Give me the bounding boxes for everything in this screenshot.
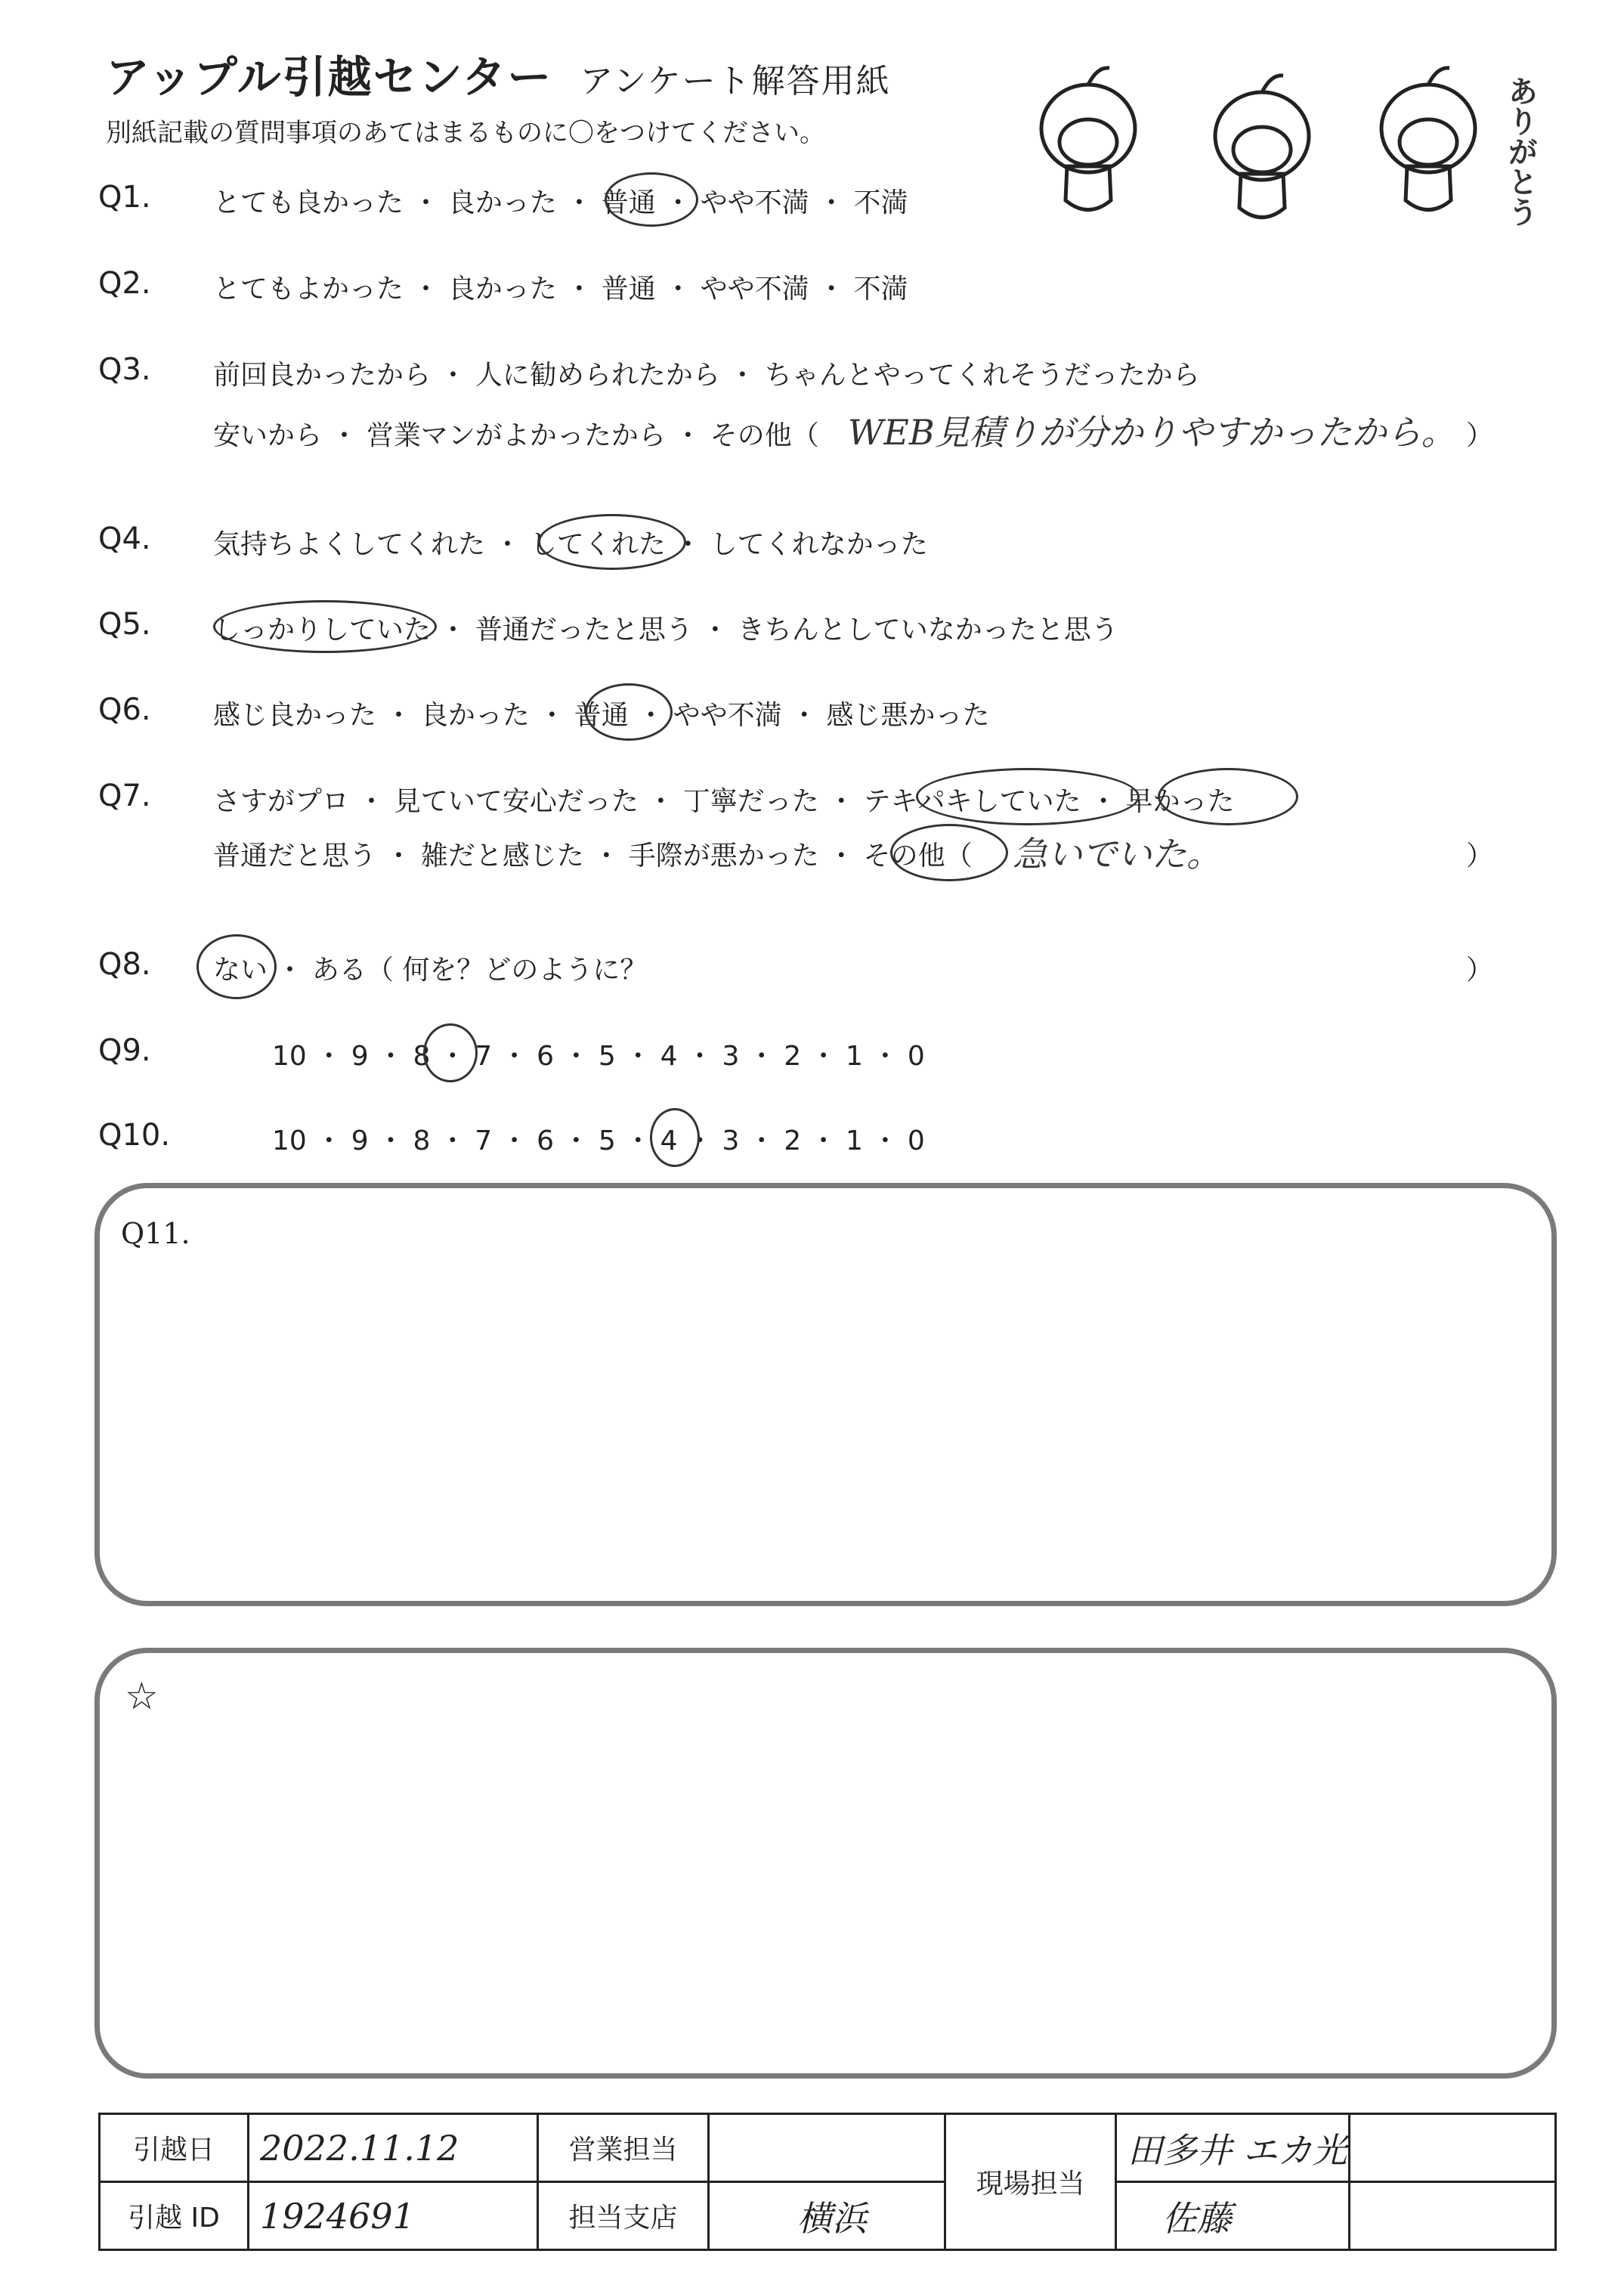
selection-circle	[585, 683, 673, 741]
monkey-icon	[1041, 68, 1135, 210]
site-value-2: 佐藤	[1116, 2182, 1350, 2250]
selection-circle	[650, 1108, 700, 1167]
thanks-text: ありがとう	[1503, 76, 1538, 227]
question-label: Q1.	[98, 180, 151, 215]
question-options: 感じ良かった ・ 良かった ・ 普通 ・ やや不満 ・ 感じ悪かった	[213, 700, 990, 731]
question-options: ない ・ ある（ 何を？どのように？	[213, 955, 648, 986]
question-options: 前回良かったから ・ 人に勧められたから ・ ちゃんとやってくれそうだったから	[213, 360, 1200, 391]
question-options: 気持ちよくしてくれた ・ してくれた ・ してくれなかった	[213, 529, 928, 560]
moving-date-value: 2022.11.12	[249, 2114, 538, 2182]
question-label: Q8.	[98, 947, 151, 982]
moving-id-value: 1924691	[249, 2182, 538, 2250]
branch-value: 横浜	[708, 2182, 945, 2250]
question-options-line2: 安いから ・ 営業マンがよかったから ・ その他（	[213, 420, 819, 451]
question-label: Q9.	[98, 1033, 151, 1068]
score-options: 10 ・ 9 ・ 8 ・ 7 ・ 6 ・ 5 ・ 4 ・ 3 ・ 2 ・ 1 ・ 0	[272, 1125, 925, 1156]
question-options-line2: 普通だと思う ・ 雑だと感じた ・ 手際が悪かった ・ その他（	[213, 841, 973, 871]
moving-date-label: 引越日	[100, 2114, 249, 2182]
question-label: Q5.	[98, 607, 151, 642]
mascot-illustration	[1013, 45, 1542, 242]
instruction-text: 別紙記載の質問事項のあてはまるものに〇をつけてください。	[106, 118, 825, 148]
handwritten-answer: 急いでいた。	[1013, 834, 1221, 875]
handwritten-answer: WEB見積りが分かりやすかったから。	[848, 412, 1456, 453]
page-title: アップル引越センター アンケート解答用紙	[106, 51, 891, 103]
question-label: Q3.	[98, 352, 151, 387]
star-icon: ☆	[125, 1674, 159, 1718]
question-options: さすがプロ ・ 見ていて安心だった ・ 丁寧だった ・ テキパキしていた ・ 早かった	[213, 786, 1235, 817]
monkey-icon	[1215, 76, 1309, 218]
site-label: 現場担当	[945, 2114, 1116, 2250]
selection-circle	[423, 1023, 478, 1082]
selection-circle	[196, 934, 277, 999]
info-table	[98, 2113, 1557, 2251]
selection-circle	[213, 600, 437, 653]
sales-label: 営業担当	[538, 2114, 709, 2182]
question-options: とてもよかった ・ 良かった ・ 普通 ・ やや不満 ・ 不満	[213, 274, 908, 305]
sales-value	[708, 2114, 945, 2182]
moving-id-label: 引越 ID	[100, 2182, 249, 2250]
question-label: Q7.	[98, 779, 151, 813]
page-subtitle: アンケート解答用紙	[580, 62, 891, 101]
site-value-extra	[1350, 2182, 1556, 2250]
question-label: Q2.	[98, 266, 151, 301]
selection-circle	[605, 172, 698, 227]
site-value-1: 田多井 エカ光	[1116, 2114, 1350, 2182]
site-value-extra	[1350, 2114, 1556, 2182]
question-label: Q10.	[98, 1118, 171, 1153]
question-options: しっかりしていた ・ 普通だったと思う ・ きちんとしていなかったと思う	[213, 615, 1118, 645]
q11-label: Q11.	[121, 1217, 190, 1250]
monkey-icon	[1381, 68, 1475, 210]
question-options: とても良かった ・ 良かった ・ 普通 ・ やや不満 ・ 不満	[213, 187, 908, 218]
branch-label: 担当支店	[538, 2182, 709, 2250]
closing-paren: ）	[1466, 420, 1494, 451]
closing-paren: ）	[1466, 841, 1494, 871]
selection-circle	[916, 768, 1140, 825]
question-label: Q4.	[98, 522, 151, 556]
selection-circle	[538, 514, 686, 570]
selection-circle	[1158, 768, 1298, 825]
closing-paren: ）	[1466, 955, 1494, 986]
q11-comment-box	[94, 1183, 1557, 1606]
score-options: 10 ・ 9 ・ 8 ・ 7 ・ 6 ・ 5 ・ 4 ・ 3 ・ 2 ・ 1 ・ 0	[272, 1041, 925, 1072]
question-label: Q6.	[98, 692, 151, 727]
selection-circle	[890, 824, 1008, 881]
star-comment-box	[94, 1648, 1557, 2079]
